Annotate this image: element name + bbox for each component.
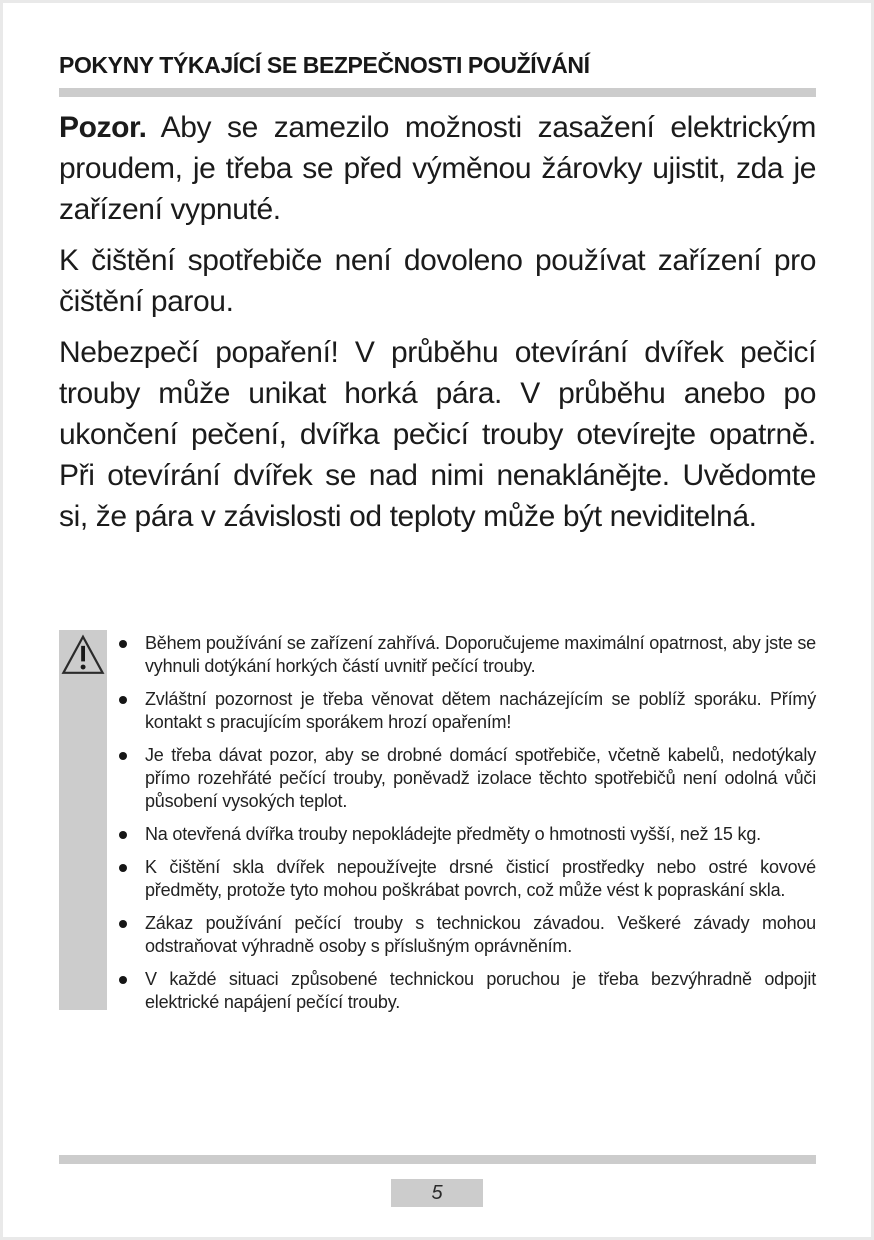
bullet-dot-icon [119,752,127,760]
bullet-dot-icon [119,696,127,704]
list-item [119,632,816,678]
warning-bullet-list [107,630,816,1010]
bullet-dot-icon [119,920,127,928]
warning-sidebar [59,630,107,1010]
safety-paragraphs [59,107,816,537]
bullet-text: Během používání se zařízení zahřívá. Doporučujeme maximální opatrnost, aby jste se vyhnuli dotýkání horkých částí uvnitř pečící trouby. [145,633,816,676]
bullet-text: Zákaz používání pečící trouby s technickou závadou. Veškeré závady mohou odstraňovat výhradně osoby s příslušným oprávněním. [145,913,816,956]
footer-divider [59,1155,816,1164]
list-item [119,744,816,813]
list-item [119,912,816,958]
list-item [119,856,816,902]
list-item [119,823,816,846]
bullet-text: K čištění skla dvířek nepoužívejte drsné čisticí prostředky nebo ostré kovové předměty, protože tyto mohou poškrábat povrch, což může vést k popraskání skla. [145,857,816,900]
paragraph-electric-shock [59,107,816,230]
page-content [59,0,816,537]
paragraph-text: Aby se zamezilo možnosti zasažení elektrickým proudem, je třeba se před výměnou žárovky ujistit, zda je zařízení vypnuté. [59,111,816,226]
bullet-text: V každé situaci způsobené technickou poruchou je třeba bezvýhradně odpojit elektrické napájení pečící trouby. [145,969,816,1012]
paragraph-text: K čištění spotřebiče není dovoleno používat zařízení pro čištění parou. [59,244,816,318]
warning-triangle-icon [61,630,105,681]
list-item [119,968,816,1014]
paragraph-steam-cleaning [59,240,816,322]
header-divider [59,88,816,97]
warning-section [59,630,816,1010]
bullet-text: Je třeba dávat pozor, aby se drobné domácí spotřebiče, včetně kabelů, nedotýkaly přímo rozehřáté pečící trouby, poněvadž izolace těchto spotřebičů není odolná vůči působení vysokých teplot. [145,745,816,811]
page-title: POKYNY TÝKAJÍCÍ SE BEZPEČNOSTI POUŽÍVÁNÍ [59,52,590,78]
bullet-dot-icon [119,640,127,648]
bullet-dot-icon [119,864,127,872]
bullet-dot-icon [119,831,127,839]
bullet-text: Zvláštní pozornost je třeba věnovat dětem nacházejícím se poblíž sporáku. Přímý kontakt s pracujícím sporákem hrozí opařením! [145,689,816,732]
list-item [119,688,816,734]
paragraph-text: Nebezpečí popaření! V průběhu otevírání dvířek pečicí trouby může unikat horká pára. V průběhu anebo po ukončení pečení, dvířka pečicí trouby otevírejte opatrně. Při otevírání dvířek se nad nimi nenaklánějte. Uvědomte si, že pára v závislosti od teploty může být neviditelná. [59,336,816,533]
bullet-text: Na otevřená dvířka trouby nepokládejte předměty o hmotnosti vyšší, než 15 kg. [145,824,761,844]
paragraph-scalding-danger [59,332,816,537]
bullet-dot-icon [119,976,127,984]
paragraph-lead: Pozor. [59,111,147,144]
page-number-badge: 5 [391,1179,483,1207]
